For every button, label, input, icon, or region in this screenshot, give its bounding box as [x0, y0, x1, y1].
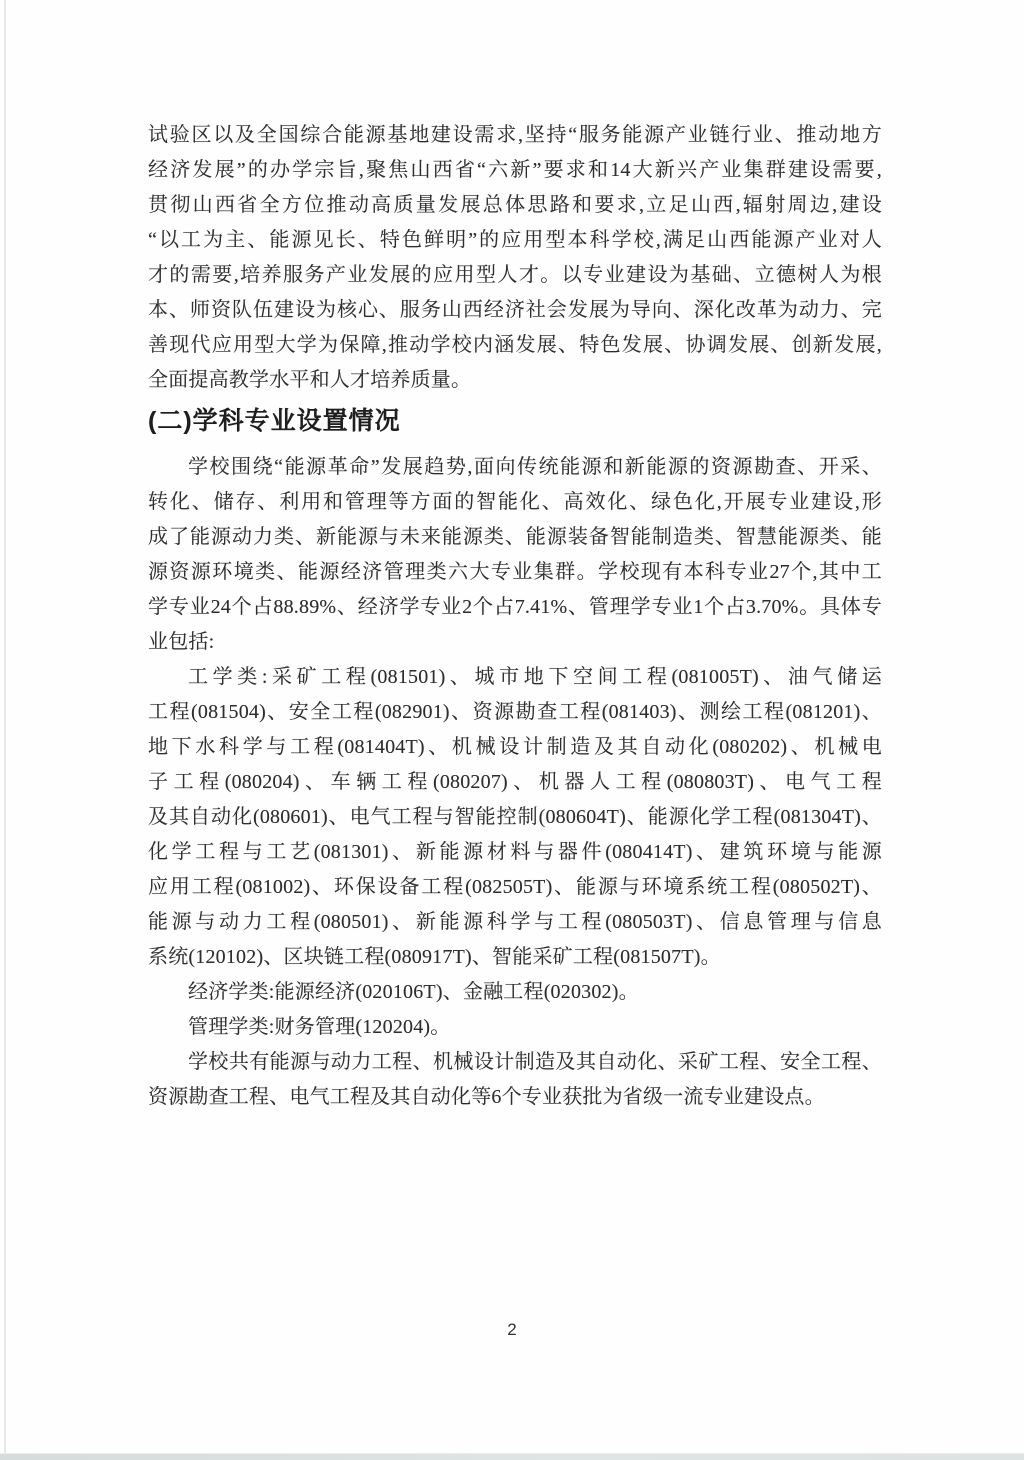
text-line: 才的需要,培养服务产业发展的应用型人才。以专业建设为基础、立德树人为根 [148, 264, 882, 286]
scan-edge-left [4, 0, 6, 1460]
scan-edge-bottom [0, 1453, 1024, 1460]
text-line: 全面提高教学水平和人才培养质量。 [148, 369, 472, 391]
text-line: 学校围绕“能源革命”发展趋势,面向传统能源和新能源的资源勘查、开采、 [188, 456, 882, 478]
text-line: 子工程(080204)、车辆工程(080207)、机器人工程(080803T)、电气工程 [148, 771, 882, 793]
text-line: 经济发展”的办学宗旨,聚焦山西省“六新”要求和14大新兴产业集群建设需要, [148, 159, 882, 181]
text-line: 业包括: [148, 631, 215, 653]
text-line: 善现代应用型大学为保障,推动学校内涵发展、特色发展、协调发展、创新发展, [148, 334, 882, 356]
text-line: 工学类:采矿工程(081501)、城市地下空间工程(081005T)、油气储运 [188, 666, 882, 688]
text-line: 化学工程与工艺(081301)、新能源材料与器件(080414T)、建筑环境与能源 [148, 841, 882, 863]
text-line: 试验区以及全国综合能源基地建设需求,坚持“服务能源产业链行业、推动地方 [148, 124, 882, 146]
text-line: 经济学类:能源经济(020106T)、金融工程(020302)。 [188, 981, 639, 1003]
text-line: 及其自动化(080601)、电气工程与智能控制(080604T)、能源化学工程(081304T)、 [148, 806, 882, 828]
text-line: 管理学类:财务管理(120204)。 [188, 1016, 451, 1038]
text-line: 应用工程(081002)、环保设备工程(082505T)、能源与环境系统工程(080502T)、 [148, 876, 882, 898]
page-number: 2 [507, 1320, 517, 1339]
text-line: 贯彻山西省全方位推动高质量发展总体思路和要求,立足山西,辐射周边,建设 [148, 194, 882, 216]
text-line: “以工为主、能源见长、特色鲜明”的应用型本科学校,满足山西能源产业对人 [148, 229, 882, 251]
text-line: 转化、储存、利用和管理等方面的智能化、高效化、绿色化,开展专业建设,形 [148, 491, 882, 513]
text-line: 能源与动力工程(080501)、新能源科学与工程(080503T)、信息管理与信息 [148, 911, 882, 933]
text-line: 成了能源动力类、新能源与未来能源类、能源装备智能制造类、智慧能源类、能 [148, 526, 882, 548]
text-line: 学校共有能源与动力工程、机械设计制造及其自动化、采矿工程、安全工程、 [188, 1051, 882, 1073]
text-line: 源资源环境类、能源经济管理类六大专业集群。学校现有本科专业27个,其中工 [148, 561, 882, 583]
text-line: 地下水科学与工程(081404T)、机械设计制造及其自动化(080202)、机械电 [148, 736, 882, 758]
text-line: 资源勘查工程、电气工程及其自动化等6个专业获批为省级一流专业建设点。 [148, 1086, 825, 1108]
section-heading: (二)学科专业设置情况 [148, 407, 401, 435]
text-line: 本、师资队伍建设为核心、服务山西经济社会发展为导向、深化改革为动力、完 [148, 299, 882, 321]
text-line: 学专业24个占88.89%、经济学专业2个占7.41%、管理学专业1个占3.70%。具体专 [148, 596, 882, 618]
text-line: 系统(120102)、区块链工程(080917T)、智能采矿工程(081507T)。 [148, 946, 721, 968]
text-line: 工程(081504)、安全工程(082901)、资源勘查工程(081403)、测绘工程(081201)、 [148, 701, 882, 723]
document-body [148, 118, 882, 1115]
